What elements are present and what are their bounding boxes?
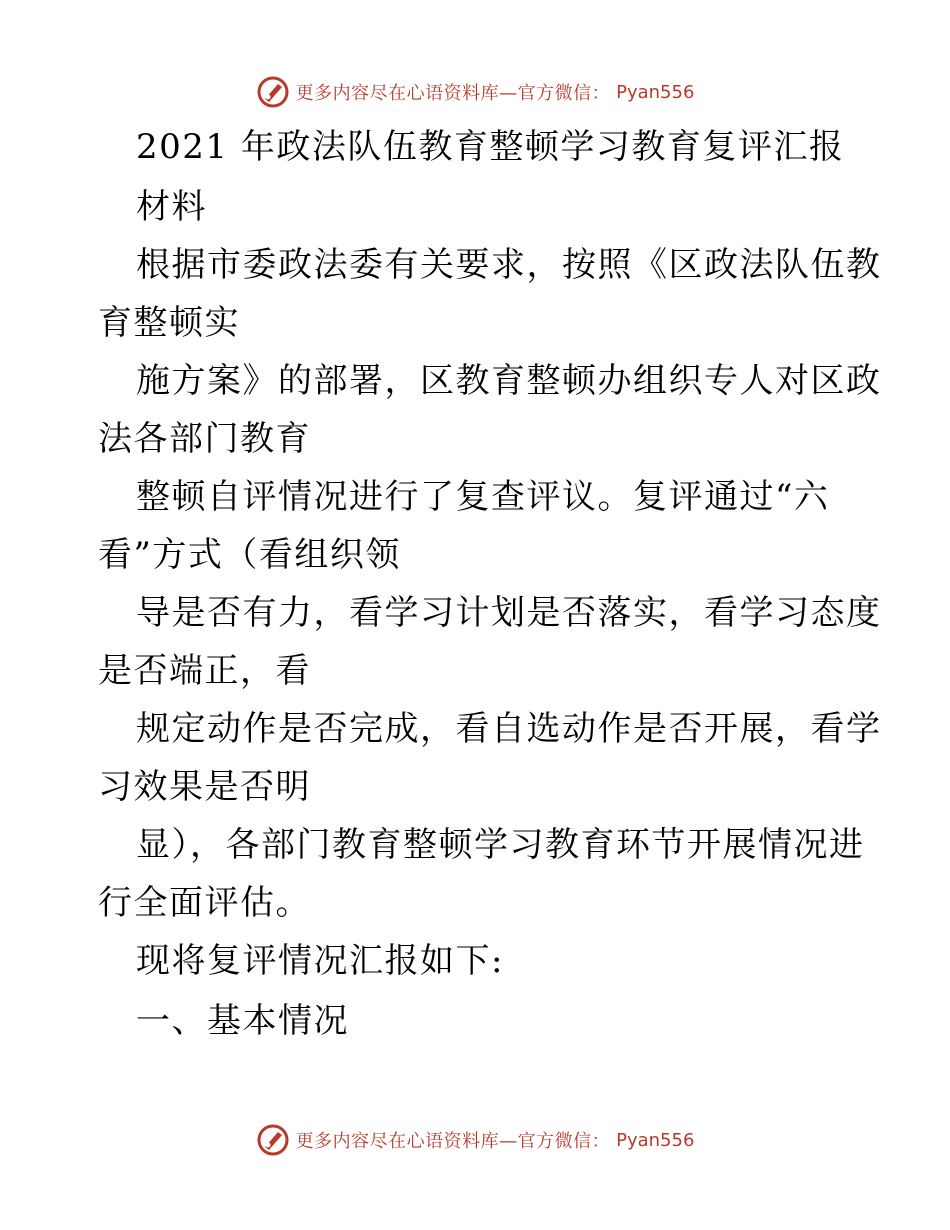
watermark-text: 更多内容尽在心语资料库—官方微信： <box>295 83 611 104</box>
doc-title-line-1: 2021 年政法队伍教育整顿学习教育复评汇报 <box>136 127 845 167</box>
doc-text-line: 导是否有力，看学习计划是否落实，看学习态度 <box>136 593 882 633</box>
watermark-wechat-id: Pyan556 <box>616 81 695 103</box>
pen-logo-icon <box>256 1123 290 1157</box>
doc-text-line: 看”方式（看组织领 <box>98 535 401 575</box>
doc-text-line: 现将复评情况汇报如下: <box>136 941 504 981</box>
doc-text-line: 是否端正，看 <box>98 651 311 691</box>
doc-text-line: 法各部门教育 <box>98 419 311 459</box>
doc-text-line: 施方案》的部署，区教育整顿办组织专人对区政 <box>136 361 882 401</box>
doc-title-line-2: 材料 <box>136 187 207 227</box>
doc-section-heading: 一、基本情况 <box>136 1001 349 1041</box>
doc-text-line: 显），各部门教育整顿学习教育环节开展情况进 <box>136 825 865 865</box>
watermark-container <box>256 1123 695 1157</box>
doc-text-line: 育整顿实 <box>98 303 240 343</box>
footer-watermark <box>0 1120 950 1160</box>
doc-text-line: 根据市委政法委有关要求，按照《区政法队伍教 <box>136 245 882 285</box>
doc-text-line: 整顿自评情况进行了复查评议。复评通过“六 <box>136 477 830 517</box>
watermark-wechat-id: Pyan556 <box>616 1129 695 1151</box>
watermark-text: 更多内容尽在心语资料库—官方微信： <box>295 1131 611 1152</box>
doc-text-line: 习效果是否明 <box>98 767 311 807</box>
doc-text-line: 规定动作是否完成，看自选动作是否开展，看学 <box>136 709 882 749</box>
doc-text-line: 行全面评估。 <box>98 883 311 923</box>
